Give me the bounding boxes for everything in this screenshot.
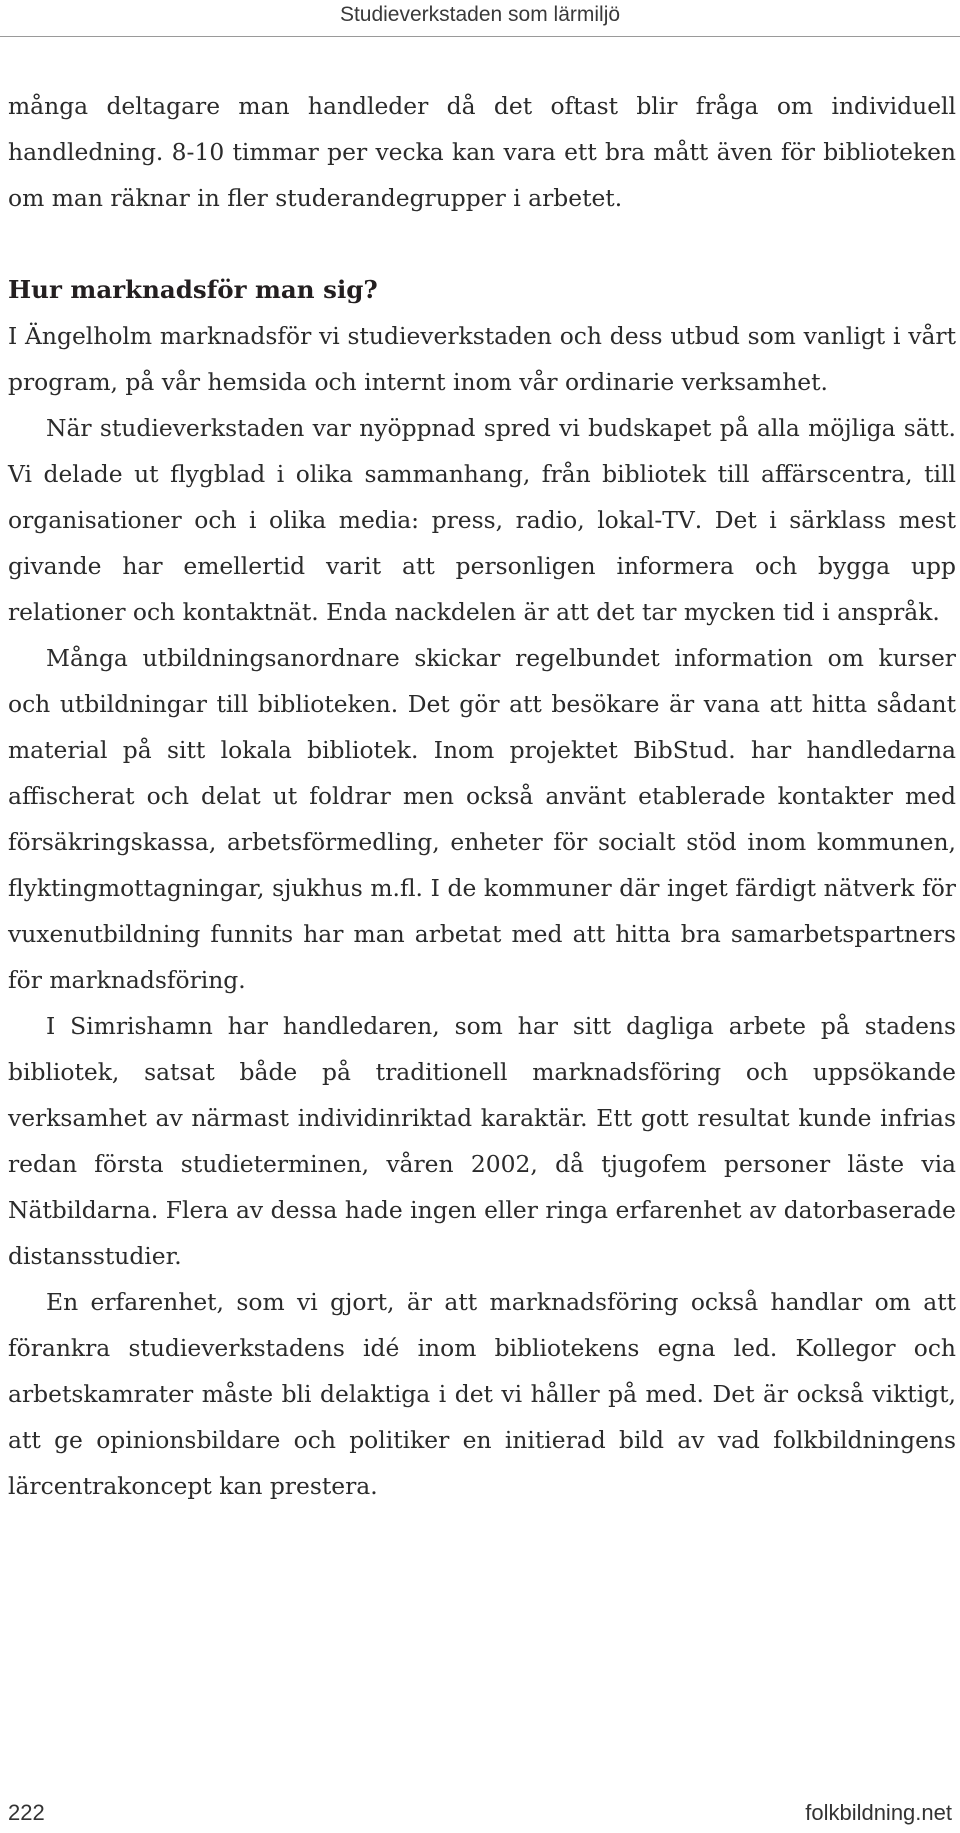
paragraph-4: I Simrishamn har handledaren, som har sitt dagliga arbete på stadens bibliotek, satsat både på traditionell marknadsföring och uppsökande verksamhet av närmast individinriktad karaktär. Ett gott resultat kunde infrias redan första studieterminen, våren 2002, då tjugofem personer läste via Nätbildarna. Flera av dessa hade ingen eller ringa erfarenhet av datorbaserade distansstudier. [8,1012,956,1270]
section-heading: Hur marknadsför man sig? [8,275,378,304]
intro-paragraph: många deltagare man handleder då det oftast blir fråga om individuell handledning. 8-10 timmar per vecka kan vara ett bra mått även för biblioteken om man räknar in fler studerandegrupper i arbetet. [8,92,956,212]
running-title: Studieverkstaden som lärmiljö [339,3,621,26]
paragraph-2-end: . Det i särklass mest givande har emellertid varit att personligen informera och bygga upp relationer och kontaktnät. Enda nackdelen är att det tar mycken tid i anspråk. [8,506,956,626]
paragraph-3: Många utbildningsanordnare skickar regelbundet information om kurser och utbildningar till biblioteken. Det gör att besökare är vana att hitta sådant material på sitt lokala bibliotek. Inom projektet BibStud. har handledarna affischerat och delat ut foldrar men också använt etablerade kontakter med försäkringskassa, arbetsförmedling, enheter för socialt stöd inom kommunen, flyktingmottagningar, sjukhus m.fl. I de kommuner där inget färdigt nätverk för vuxenutbildning funnits har man arbetat med att hitta bra samarbetspartners för marknadsföring. [8,644,956,994]
page-body [8,83,956,1509]
running-header [0,0,960,37]
paragraph-2 [8,405,956,635]
paragraph-1: I Ängelholm marknadsför vi studieverkstaden och dess utbud som vanligt i vårt program, på vår hemsida och internt inom vår ordinarie verksamhet. [8,322,956,396]
paragraph-2-main: När studieverkstaden var nyöppnad spred vi budskapet på alla möjliga sätt. Vi delade ut flygblad i olika sammanhang, från bibliotek till affärscentra, till organisationer och i olika media: press, radio, lokal- [8,414,956,534]
site-name: folkbildning.net [805,1800,952,1825]
paragraph-2-tv: TV [662,506,695,534]
page-number: 222 [8,1800,45,1825]
paragraph-5: En erfarenhet, som vi gjort, är att marknadsföring också handlar om att förankra studieverkstadens idé inom bibliotekens egna led. Kollegor och arbetskamrater måste bli delaktiga i det vi håller på med. Det är också viktigt, att ge opinionsbildare och politiker en initierad bild av vad folkbildningens lärcentrakoncept kan prestera. [8,1288,956,1500]
